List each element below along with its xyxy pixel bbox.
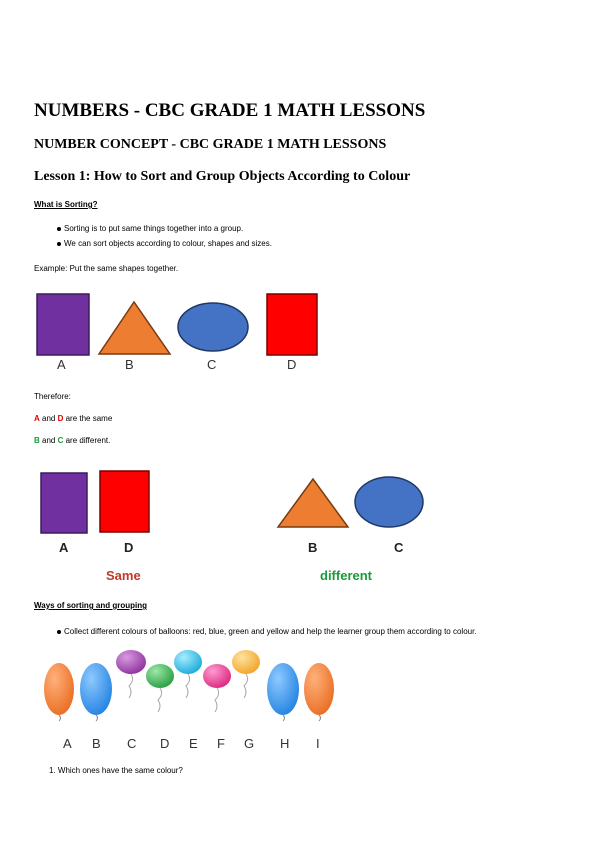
blue-oval-shape xyxy=(355,477,423,527)
group-label: B xyxy=(308,540,318,555)
balloon-icon xyxy=(44,663,74,721)
page-title: NUMBERS - CBC GRADE 1 MATH LESSONS xyxy=(34,100,426,121)
balloon-label: E xyxy=(189,736,198,751)
different-caption: different xyxy=(320,568,372,583)
balloon-label: B xyxy=(92,736,101,751)
page-subtitle: NUMBER CONCEPT - CBC GRADE 1 MATH LESSONS xyxy=(34,137,387,152)
group-label: C xyxy=(394,540,404,555)
shape-label: A xyxy=(57,357,66,372)
therefore-label: Therefore: xyxy=(34,392,71,401)
orange-triangle-shape xyxy=(99,302,170,354)
bullet-item: Sorting is to put same things together into a group. xyxy=(57,224,243,233)
shape-label: B xyxy=(125,357,134,372)
group-label: D xyxy=(124,540,134,555)
bullet-icon xyxy=(57,630,61,634)
bullet-item: We can sort objects according to colour, shapes and sizes. xyxy=(57,239,272,248)
same-statement: A and D are the same xyxy=(34,414,113,423)
balloon-icon xyxy=(116,650,146,698)
same-caption: Same xyxy=(106,568,141,583)
group-label: A xyxy=(59,540,69,555)
balloon-icon xyxy=(267,663,299,721)
example-text: Example: Put the same shapes together. xyxy=(34,264,179,273)
bullet-item: Collect different colours of balloons: red, blue, green and yellow and help the learner group them according to colour. xyxy=(57,627,477,636)
shape-label: C xyxy=(207,357,217,372)
balloon-icon xyxy=(146,664,174,712)
balloon-label: C xyxy=(127,736,137,751)
shape-label: D xyxy=(287,357,297,372)
section-heading-ways: Ways of sorting and grouping xyxy=(34,601,148,610)
red-rectangle-shape xyxy=(267,294,317,355)
balloon-label: A xyxy=(63,736,72,751)
balloon-label: I xyxy=(316,736,320,751)
balloon-label: D xyxy=(160,736,170,751)
section-heading-sorting: What is Sorting? xyxy=(34,200,98,209)
orange-triangle-shape xyxy=(278,479,348,527)
balloon-icon xyxy=(174,650,202,698)
balloon-icon xyxy=(80,663,112,721)
balloon-label: G xyxy=(244,736,255,751)
lesson-title: Lesson 1: How to Sort and Group Objects According to Colour xyxy=(34,169,411,184)
balloon-icon xyxy=(232,650,260,698)
question-text: 1. Which ones have the same colour? xyxy=(49,766,183,775)
purple-rectangle-shape xyxy=(41,473,87,533)
balloon-icon xyxy=(304,663,334,721)
purple-rectangle-shape xyxy=(37,294,89,355)
different-statement: B and C are different. xyxy=(34,436,111,445)
blue-oval-shape xyxy=(178,303,248,351)
balloon-icon xyxy=(203,664,231,712)
balloon-label: H xyxy=(280,736,290,751)
balloon-label: F xyxy=(217,736,225,751)
red-rectangle-shape xyxy=(100,471,149,532)
